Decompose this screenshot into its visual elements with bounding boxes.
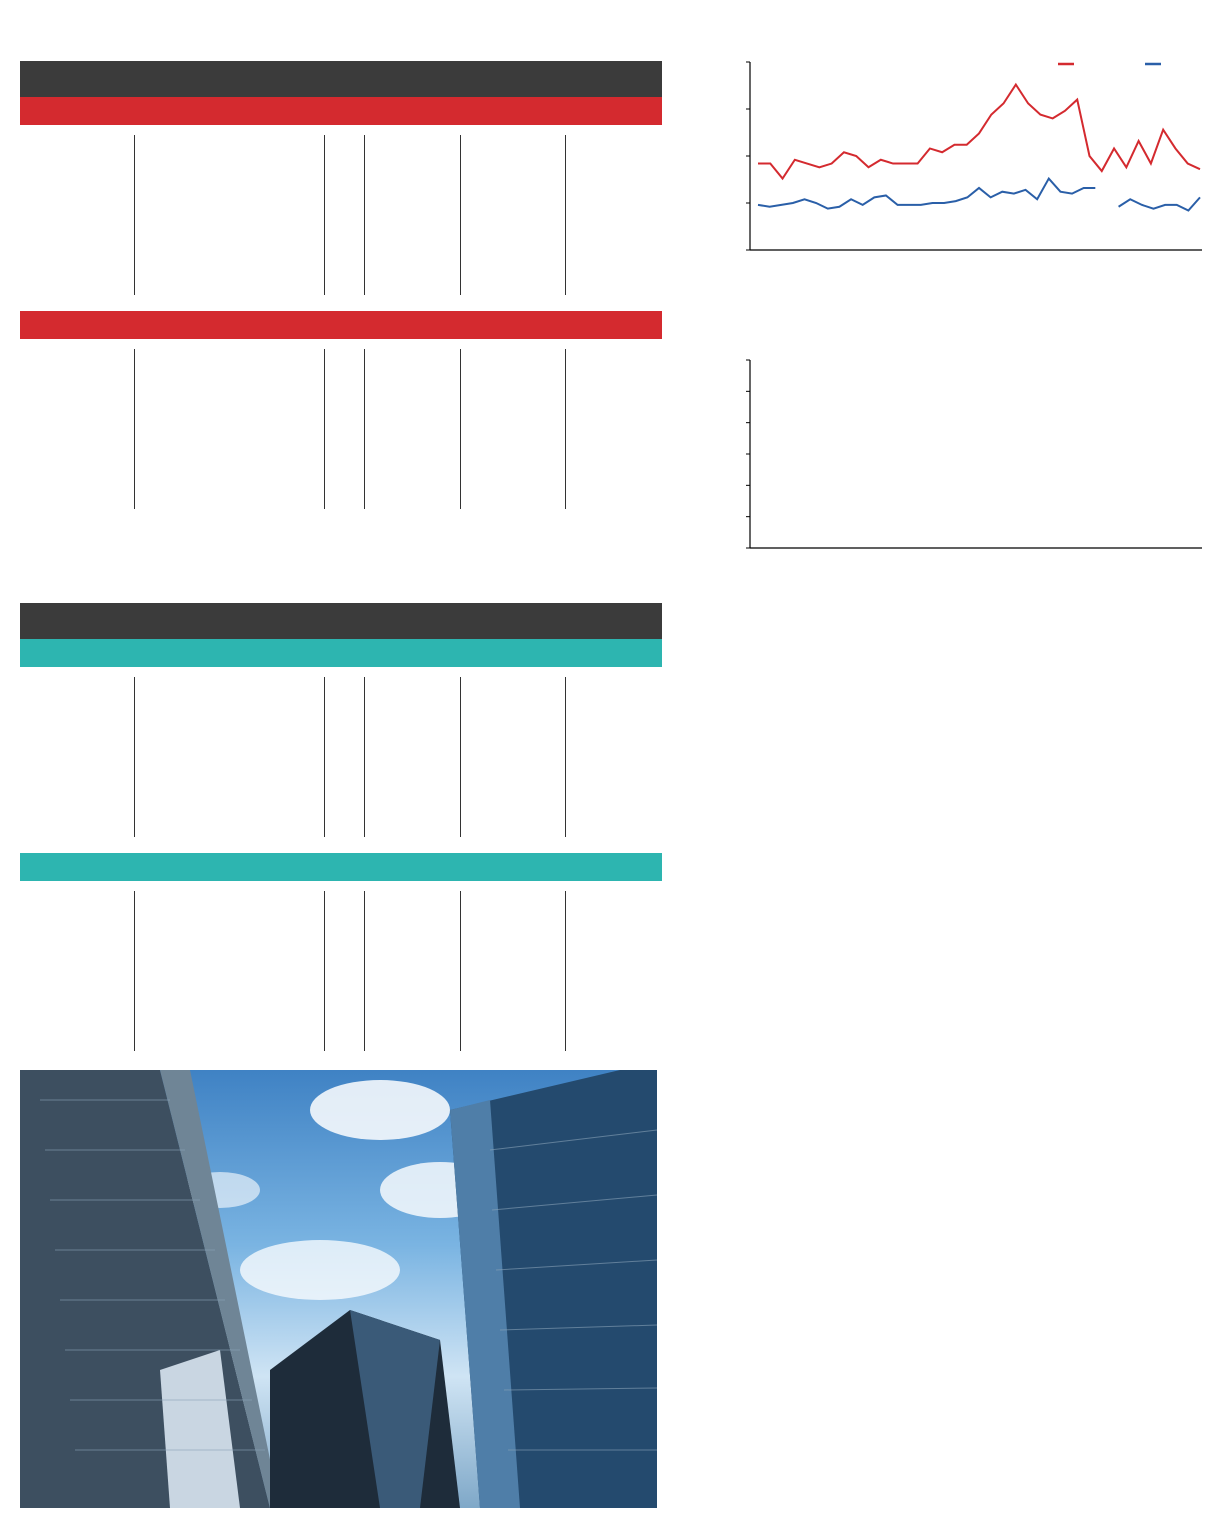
consideration-cell: [460, 175, 565, 215]
floor-cell: [324, 469, 364, 509]
floor-cell: [324, 255, 364, 295]
table-row: [20, 891, 662, 931]
area-cell: [364, 175, 460, 215]
table-row: [20, 931, 662, 971]
chart-average-price: [680, 52, 1225, 292]
floor-cell: [324, 971, 364, 1011]
price-cell: [565, 389, 662, 429]
area-cell: [364, 891, 460, 931]
district-cell: [20, 1011, 134, 1051]
series-line-1: [758, 179, 1095, 209]
district-cell: [20, 717, 134, 757]
floor-cell: [324, 1011, 364, 1051]
consideration-cell: [460, 891, 565, 931]
consideration-cell: [460, 971, 565, 1011]
floor-cell: [324, 429, 364, 469]
header-4: [460, 603, 565, 639]
property-cell: [134, 971, 324, 1011]
header-1: [134, 61, 324, 97]
district-cell: [20, 255, 134, 295]
price-cell: [565, 677, 662, 717]
band-hong-kong-island: [20, 639, 662, 667]
band-kowloon: [20, 853, 662, 881]
floor-cell: [324, 757, 364, 797]
table-row: [20, 757, 662, 797]
property-cell: [134, 135, 324, 175]
district-cell: [20, 175, 134, 215]
floor-cell: [324, 891, 364, 931]
price-cell: [565, 469, 662, 509]
header-1: [134, 603, 324, 639]
district-cell: [20, 931, 134, 971]
district-cell: [20, 429, 134, 469]
area-cell: [364, 1011, 460, 1051]
area-cell: [364, 215, 460, 255]
consideration-cell: [460, 215, 565, 255]
chart-average-rent: [680, 350, 1225, 590]
consideration-cell: [460, 797, 565, 837]
consideration-cell: [460, 469, 565, 509]
property-cell: [134, 429, 324, 469]
price-cell: [565, 1011, 662, 1051]
lease-table: [20, 603, 662, 1051]
consideration-cell: [460, 717, 565, 757]
property-cell: [134, 797, 324, 837]
floor-cell: [324, 349, 364, 389]
price-cell: [565, 135, 662, 175]
price-cell: [565, 971, 662, 1011]
price-cell: [565, 891, 662, 931]
chart-vacancy-hk: [680, 655, 1225, 895]
price-cell: [565, 255, 662, 295]
chart-vacancy-kowloon: [680, 956, 1225, 1196]
floor-cell: [324, 931, 364, 971]
header-0: [20, 603, 134, 639]
floor-cell: [324, 717, 364, 757]
header-3: [364, 61, 460, 97]
district-cell: [20, 757, 134, 797]
property-cell: [134, 175, 324, 215]
area-cell: [364, 757, 460, 797]
series-line-0: [758, 85, 1200, 179]
property-cell: [134, 891, 324, 931]
header-3: [364, 603, 460, 639]
property-cell: [134, 1011, 324, 1051]
district-cell: [20, 469, 134, 509]
consideration-cell: [460, 389, 565, 429]
district-cell: [20, 797, 134, 837]
area-cell: [364, 255, 460, 295]
consideration-cell: [460, 757, 565, 797]
table-row: [20, 971, 662, 1011]
property-cell: [134, 255, 324, 295]
property-cell: [134, 717, 324, 757]
consideration-cell: [460, 677, 565, 717]
district-cell: [20, 389, 134, 429]
property-cell: [134, 349, 324, 389]
consideration-cell: [460, 255, 565, 295]
consideration-cell: [460, 349, 565, 389]
band-hong-kong-island: [20, 97, 662, 125]
district-cell: [20, 891, 134, 931]
header-0: [20, 61, 134, 97]
floor-cell: [324, 215, 364, 255]
table-row: [20, 429, 662, 469]
price-cell: [565, 931, 662, 971]
property-cell: [134, 757, 324, 797]
floor-cell: [324, 175, 364, 215]
area-cell: [364, 349, 460, 389]
table-row: [20, 389, 662, 429]
property-cell: [134, 931, 324, 971]
district-cell: [20, 677, 134, 717]
table-row: [20, 215, 662, 255]
header-2: [324, 603, 364, 639]
district-cell: [20, 349, 134, 389]
header-5: [565, 61, 662, 97]
table-row: [20, 469, 662, 509]
area-cell: [364, 135, 460, 175]
skyscraper-photo: [20, 1070, 657, 1508]
floor-cell: [324, 135, 364, 175]
area-cell: [364, 469, 460, 509]
series-line-1: [1119, 197, 1200, 210]
property-cell: [134, 389, 324, 429]
area-cell: [364, 677, 460, 717]
property-cell: [134, 215, 324, 255]
consideration-cell: [460, 135, 565, 175]
area-cell: [364, 429, 460, 469]
price-cell: [565, 797, 662, 837]
table-row: [20, 255, 662, 295]
header-5: [565, 603, 662, 639]
table-row: [20, 1011, 662, 1051]
price-cell: [565, 717, 662, 757]
chart-grade-b-sales: [665, 1255, 1227, 1520]
floor-cell: [324, 677, 364, 717]
price-cell: [565, 175, 662, 215]
header-2: [324, 61, 364, 97]
property-cell: [134, 469, 324, 509]
table-row: [20, 135, 662, 175]
table-row: [20, 717, 662, 757]
area-cell: [364, 717, 460, 757]
district-cell: [20, 971, 134, 1011]
header-4: [460, 61, 565, 97]
consideration-cell: [460, 931, 565, 971]
area-cell: [364, 389, 460, 429]
price-cell: [565, 757, 662, 797]
floor-cell: [324, 797, 364, 837]
table-row: [20, 797, 662, 837]
consideration-cell: [460, 429, 565, 469]
area-cell: [364, 971, 460, 1011]
property-cell: [134, 677, 324, 717]
price-cell: [565, 429, 662, 469]
price-cell: [565, 349, 662, 389]
table-row: [20, 349, 662, 389]
table-row: [20, 175, 662, 215]
consideration-cell: [460, 1011, 565, 1051]
floor-cell: [324, 389, 364, 429]
band-kowloon: [20, 311, 662, 339]
sales-table: [20, 61, 662, 509]
district-cell: [20, 135, 134, 175]
district-cell: [20, 215, 134, 255]
area-cell: [364, 931, 460, 971]
skyscraper-illustration: [20, 1070, 657, 1508]
area-cell: [364, 797, 460, 837]
table-row: [20, 677, 662, 717]
price-cell: [565, 215, 662, 255]
